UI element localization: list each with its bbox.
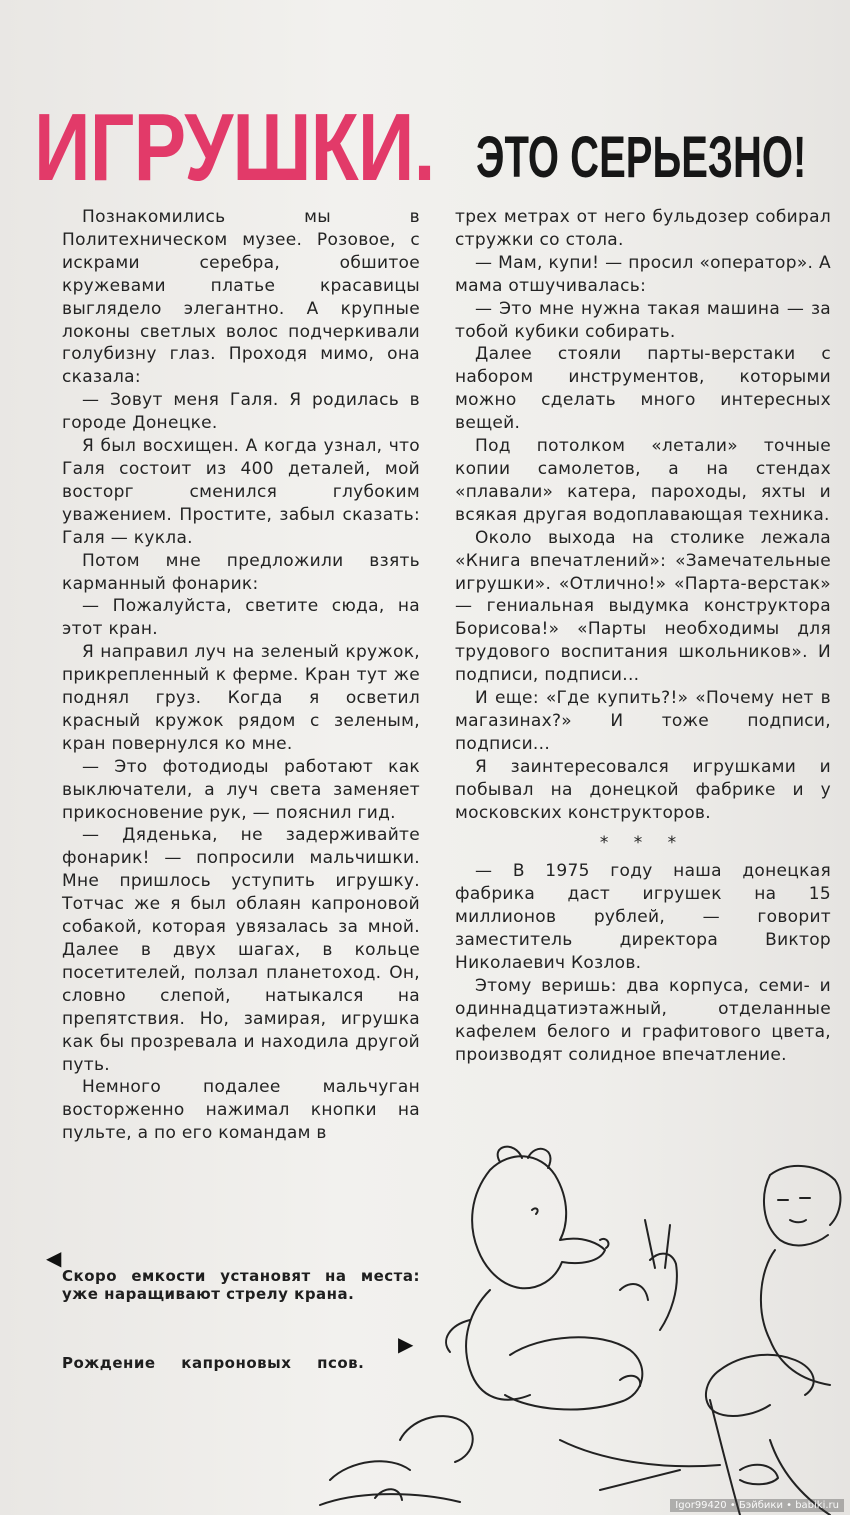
paragraph: — Это фотодиоды работают как выключатели, а луч света заменяет прикосновение рук, — пояснил гид.: [62, 756, 420, 823]
paragraph: Потом мне предложили взять карманный фонарик:: [62, 550, 420, 594]
paragraph: — Зовут меня Галя. Я родилась в городе Донецке.: [62, 390, 420, 434]
paragraph: — Мам, купи! — просил «оператор». А мама отшучивалась:: [455, 252, 831, 296]
paragraph: И еще: «Где купить?!» «Почему нет в магазинах?» И тоже подписи, подписи...: [455, 688, 831, 754]
arrow-left-icon: ◀: [46, 1246, 62, 1270]
paragraph: — В 1975 году наша донецкая фабрика даст игрушек на 15 миллионов рублей, — говорит заместитель директора Виктор Николаевич Козлов.: [455, 861, 831, 974]
arrow-right-icon: ▶: [398, 1332, 414, 1356]
paragraph: Далее стояли парты-верстаки с набором инструментов, которыми можно сделать много интересных вещей.: [455, 344, 831, 434]
paragraph: Познакомились мы в Политехническом музее. Розовое, с искрами серебра, обшитое кружевами платье красавицы выглядело элегантно. А крупные локоны светлых волос подчеркивали голубизну глаз. Проходя мимо, она сказала:: [62, 207, 420, 388]
paragraph: Около выхода на столике лежала «Книга впечатлений»: «Замечательные игрушки». «Отлично!» «Парта-верстак» — гениальная выдумка конструктора Борисова!» «Парты необходимы для трудового воспитания школьников». И подписи, подписи...: [455, 527, 831, 686]
photo-caption-dogs: Рождение капроновых псов.: [62, 1354, 365, 1372]
ink-sketch-illustration: [300, 1140, 850, 1515]
article-column-right: [455, 206, 831, 1067]
paragraph: Этому веришь: два корпуса, семи- и одиннадцатиэтажный, отделанные кафелем белого и графитового цвета, производят солидное впечатление.: [455, 976, 831, 1065]
watermark: Igor99420 • Бэйбики • babiki.ru: [670, 1499, 844, 1512]
section-separator: * * *: [599, 833, 687, 854]
headline-serious: ЭТО СЕРЬЕЗНО!: [476, 125, 807, 190]
paragraph: Я был восхищен. А когда узнал, что Галя состоит из 400 деталей, мой восторг сменился глубоким уважением. Простите, забыл сказать: Галя — кукла.: [62, 436, 420, 548]
paragraph: Я направил луч на зеленый кружок, прикрепленный к ферме. Кран тут же поднял груз. Когда я осветил красный кружок рядом с зеленым, кран повернулся ко мне.: [62, 642, 420, 754]
article-column-left: [62, 206, 420, 1145]
worker-sketch: [770, 1166, 840, 1225]
paragraph: — Пожалуйста, светите сюда, на этот кран.: [62, 596, 420, 640]
paragraph: трех метрах от него бульдозер собирал стружки со стола.: [455, 207, 831, 250]
paragraph: — Дяденька, не задерживайте фонарик! — попросили мальчишки. Мне пришлось уступить игрушку. Тотчас же я был облаян капроновой собакой, которая увязалась за мной. Далее в двух шагах, в кольце посетителей, ползал планетоход. Он, словно слепой, натыкался на препятствия. Но, замирая, игрушка как бы прозревала и находила другой путь.: [62, 825, 420, 1075]
paragraph: Под потолком «летали» точные копии самолетов, а на стендах «плавали» катера, пароходы, яхты и всякая другая водоплавающая техника.: [455, 436, 831, 525]
paragraph: Я заинтересовался игрушками и побывал на донецкой фабрике и у московских конструкторов.: [455, 756, 831, 823]
toy-dog-sketch: [472, 1156, 605, 1288]
paragraph: Немного подалее мальчуган восторженно нажимал кнопки на пульте, а по его командам в: [62, 1077, 420, 1144]
paragraph: — Это мне нужна такая машина — за тобой кубики собирать.: [455, 298, 831, 342]
photo-caption-crane: Скоро емкости установят на места: уже наращивают стрелу крана.: [62, 1267, 420, 1303]
puppy-sketch: [505, 1337, 642, 1409]
headline-toys: ИГРУШКИ.: [34, 94, 435, 201]
